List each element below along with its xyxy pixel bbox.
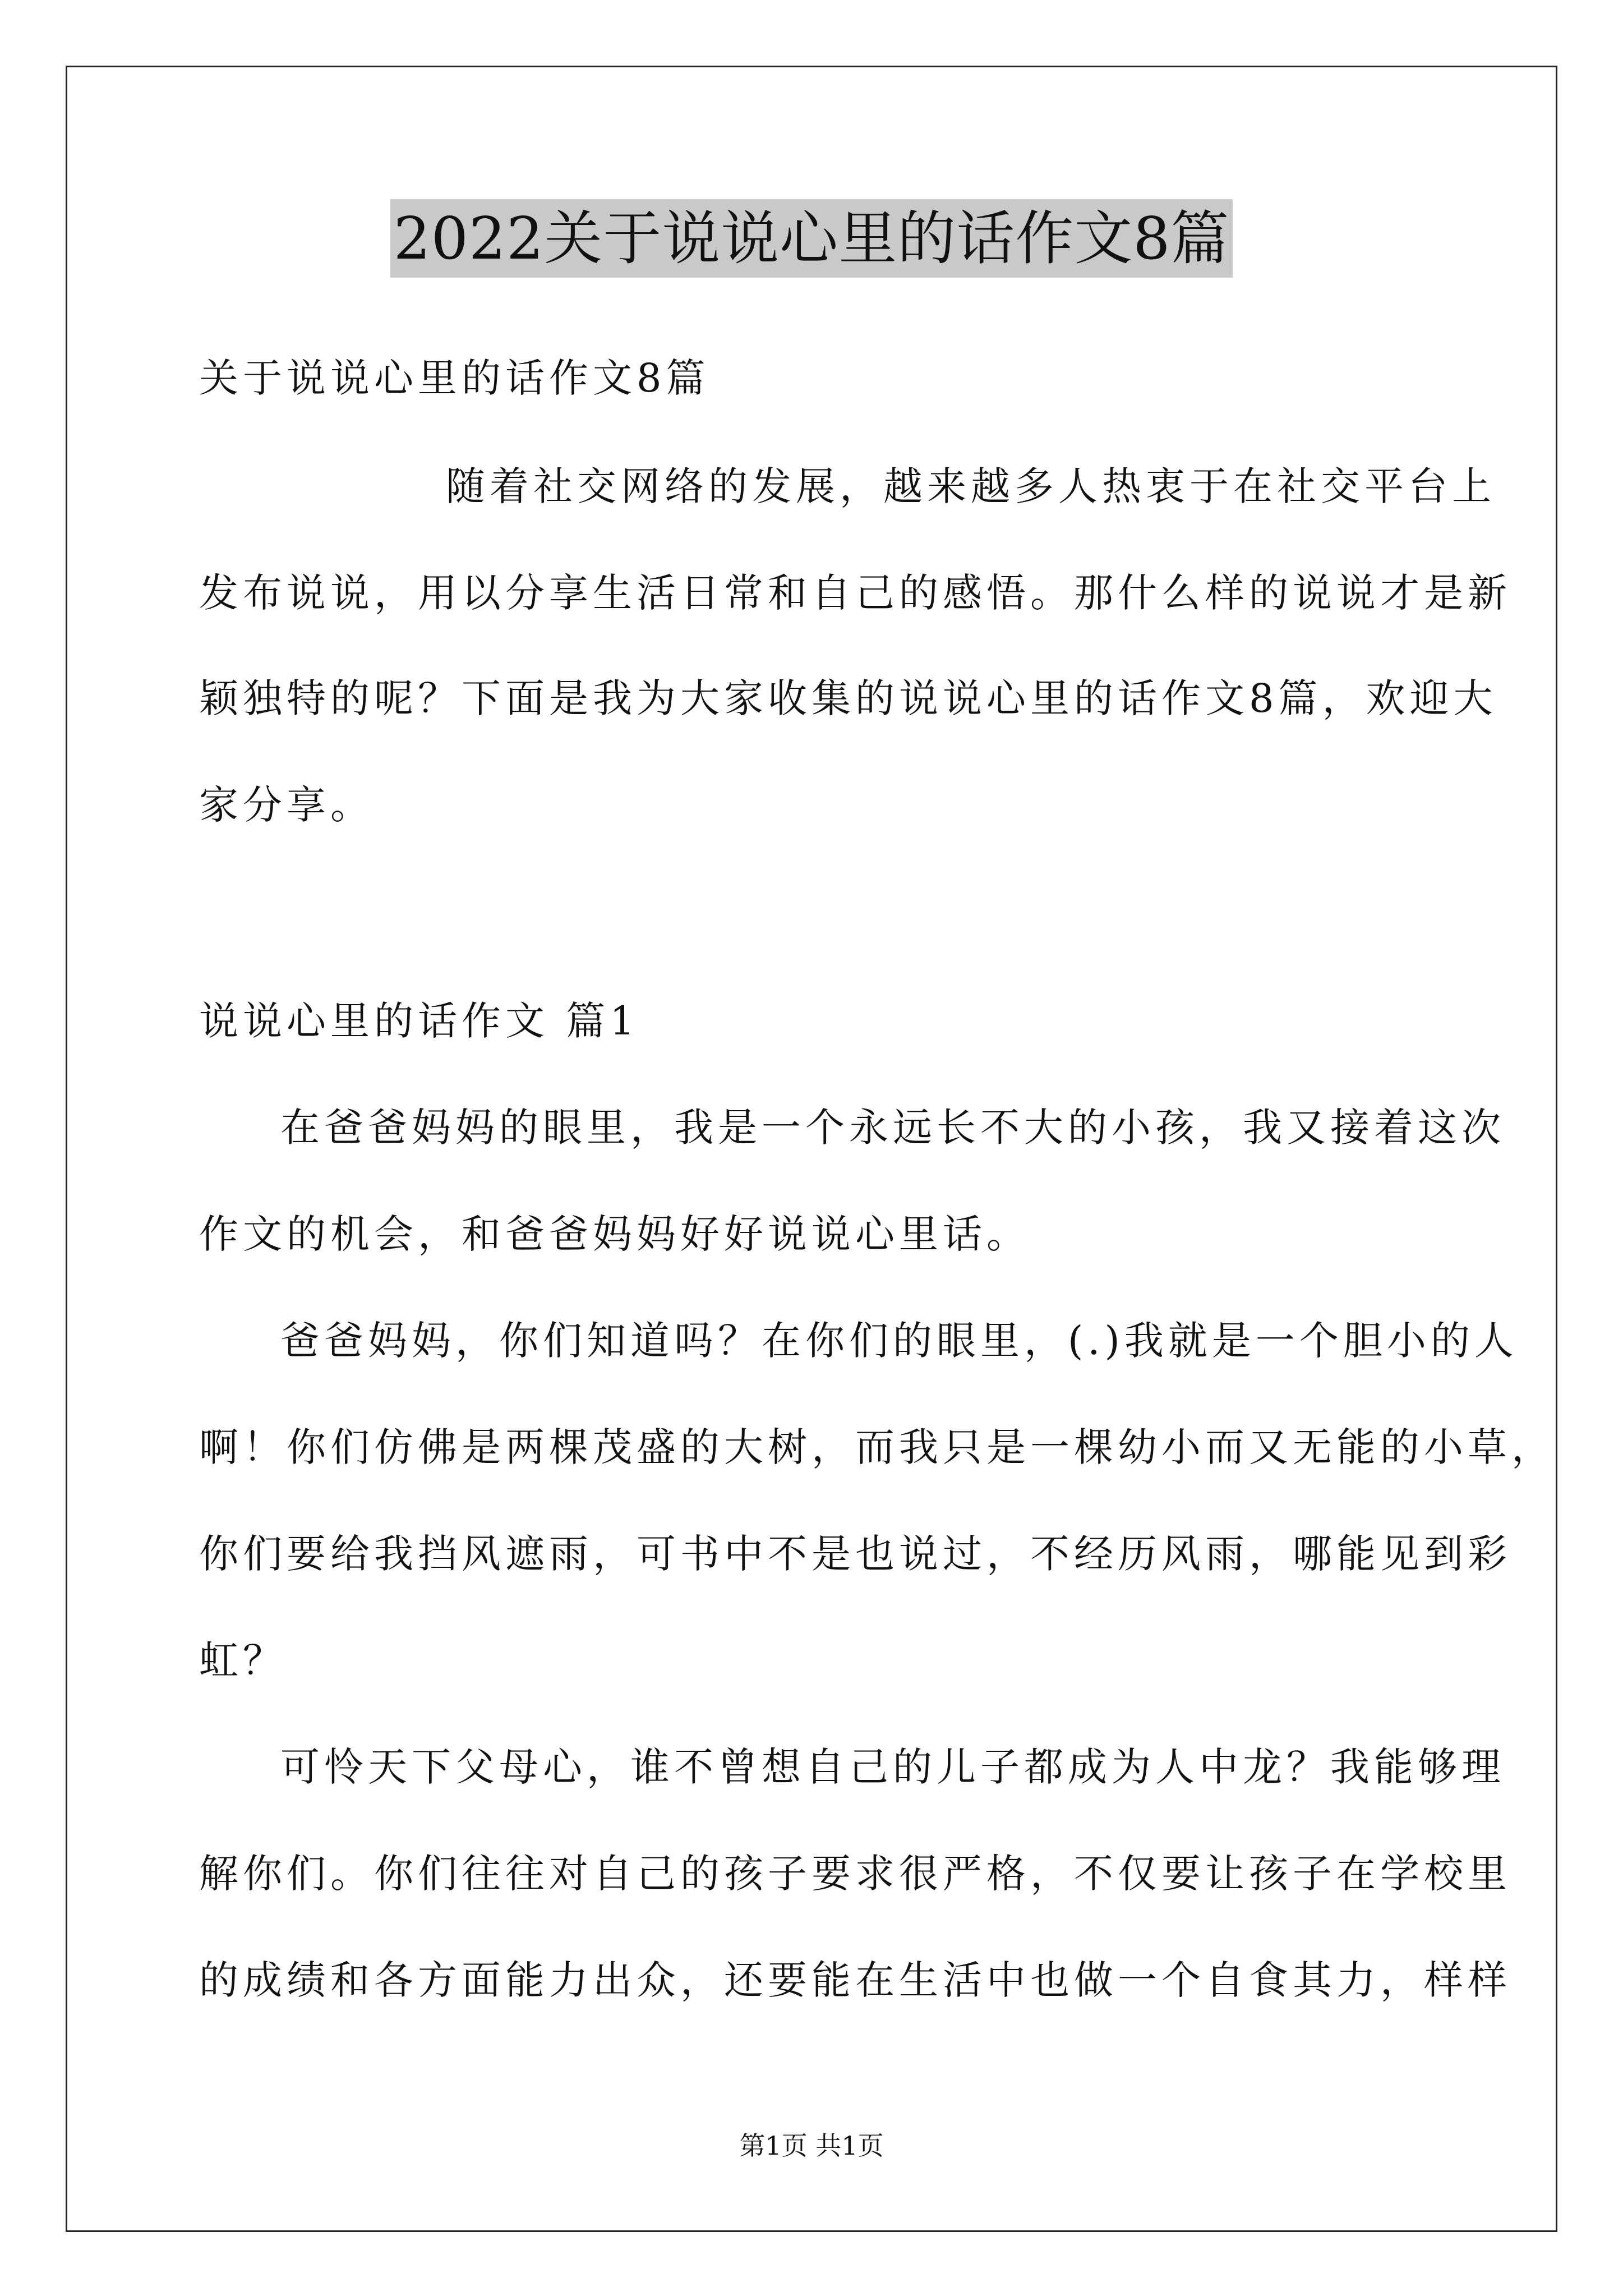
paragraph-line: 作文的机会，和爸爸妈妈好好说说心里话。 <box>199 1211 1030 1257</box>
intro-line: 家分享。 <box>199 782 374 828</box>
paragraph-line: 在爸爸妈妈的眼里，我是一个永远长不大的小孩，我又接着这次 <box>280 1105 1505 1151</box>
paragraph-line: 虹？ <box>199 1637 287 1683</box>
paragraph-line: 可怜天下父母心，谁不曾想自己的儿子都成为人中龙？我能够理 <box>280 1744 1505 1790</box>
title-wrap <box>0 199 1623 278</box>
document-subtitle: 关于说说心里的话作文8篇 <box>199 355 710 401</box>
paragraph-line: 的成绩和各方面能力出众，还要能在生活中也做一个自食其力，样样 <box>199 1957 1511 2003</box>
paragraph-line: 啊！你们仿佛是两棵茂盛的大树，而我只是一棵幼小而又无能的小草， <box>199 1424 1555 1470</box>
section-heading: 说说心里的话作文 篇1 <box>199 998 639 1044</box>
paragraph-line: 你们要给我挡风遮雨，可书中不是也说过，不经历风雨，哪能见到彩 <box>199 1531 1511 1577</box>
intro-line: 发布说说，用以分享生活日常和自己的感悟。那什么样的说说才是新 <box>199 570 1511 616</box>
intro-line: 随着社交网络的发展，越来越多人热衷于在社交平台上 <box>446 463 1496 509</box>
paragraph-line: 解你们。你们往往对自己的孩子要求很严格，不仅要让孩子在学校里 <box>199 1851 1511 1897</box>
intro-line: 颖独特的呢？下面是我为大家收集的说说心里的话作文8篇，欢迎大 <box>199 675 1497 721</box>
document-title: 2022关于说说心里的话作文8篇 <box>390 199 1233 278</box>
paragraph-line: 爸爸妈妈，你们知道吗？在你们的眼里，(.)我就是一个胆小的人 <box>280 1318 1518 1364</box>
page-footer: 第1页 共1页 <box>739 2131 884 2161</box>
